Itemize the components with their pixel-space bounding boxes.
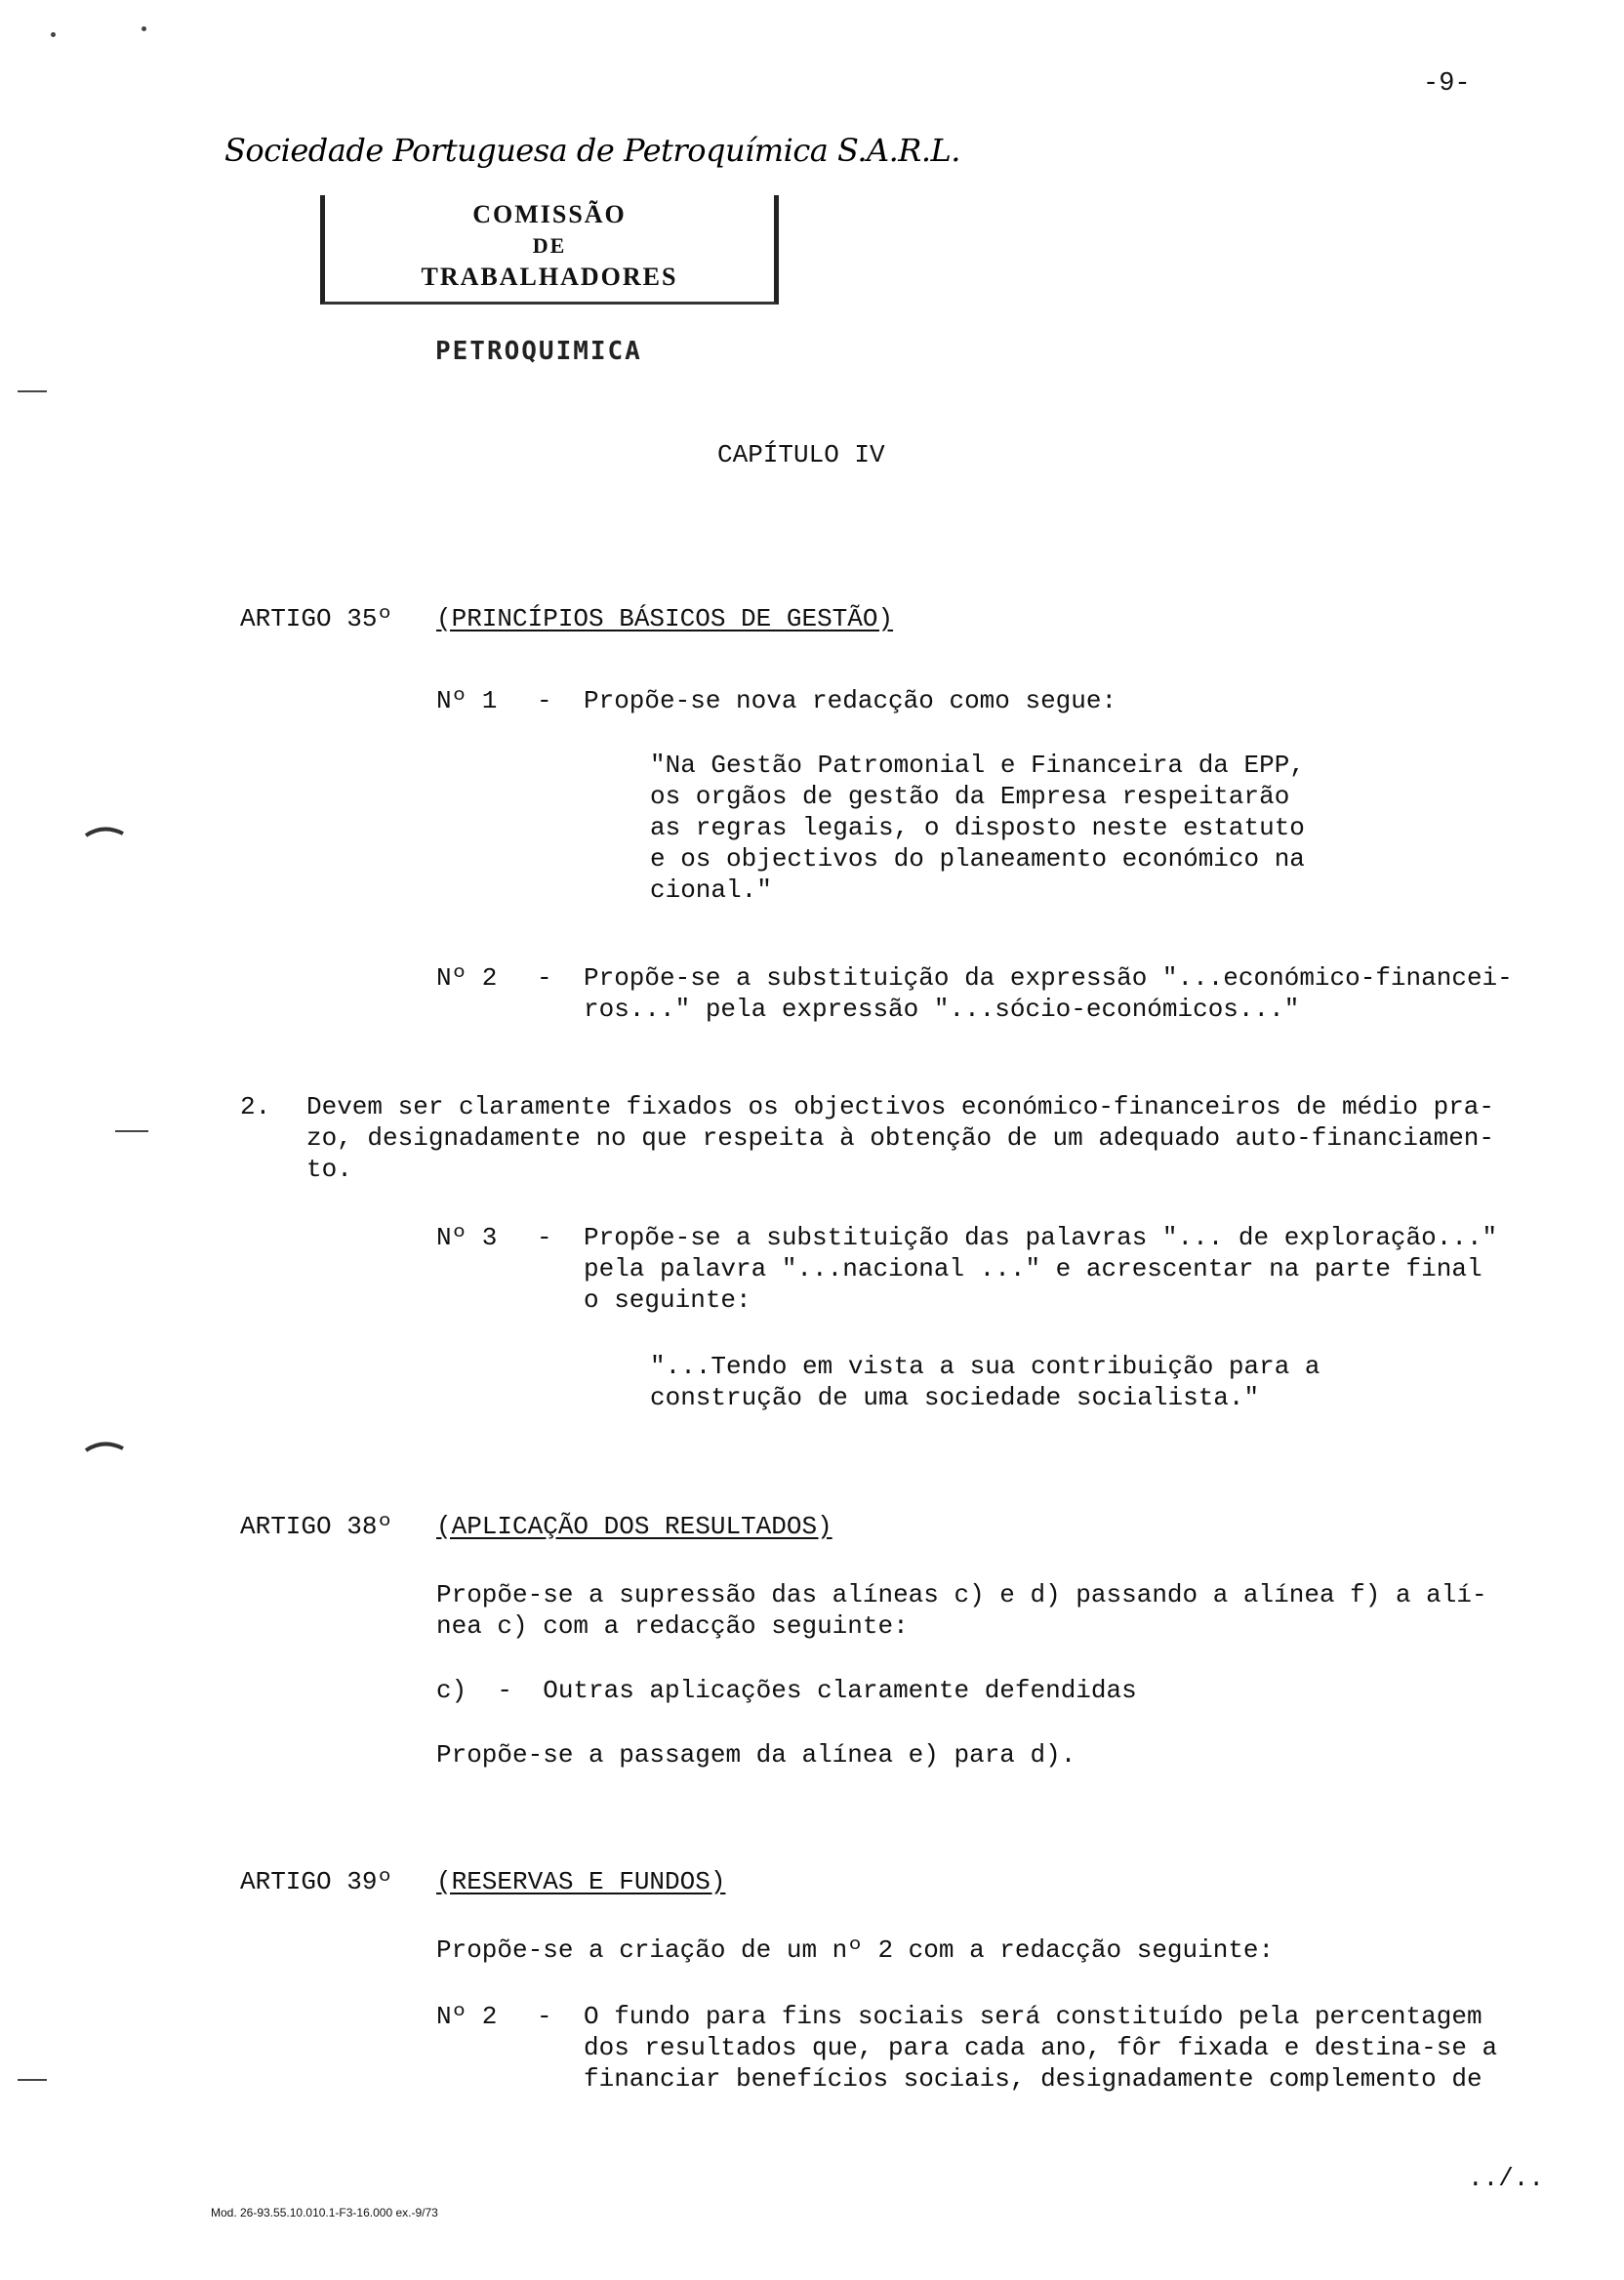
form-reference: Mod. 26-93.55.10.010.1-F3-16.000 ex.-9/73 xyxy=(211,2206,438,2219)
punch-hole-mark xyxy=(84,822,127,841)
art35-n2-dash: - xyxy=(537,963,552,993)
chapter-heading: CAPÍTULO IV xyxy=(717,440,885,469)
n3-line-1: Propõe-se a substituição das palavras "... de exploração..." xyxy=(584,1223,1498,1252)
art39-n2-line-2: dos resultados que, para cada ano, fôr fixada e destina-se a xyxy=(584,2033,1498,2062)
continuation-marker: ../.. xyxy=(1468,2164,1545,2193)
art35-n1-label: Nº 1 xyxy=(436,686,498,715)
article-39-title: (RESERVAS E FUNDOS) xyxy=(436,1867,726,1896)
art35-n2-label: Nº 2 xyxy=(436,963,498,993)
corner-dot xyxy=(51,32,56,37)
item-2-number: 2. xyxy=(240,1092,271,1121)
art38-line-2: nea c) com a redacção seguinte: xyxy=(436,1611,909,1641)
art35-n1-dash: - xyxy=(537,686,552,715)
n3-line-3: o seguinte: xyxy=(584,1285,751,1315)
n3-quote-line-2: construção de uma sociedade socialista." xyxy=(650,1383,1260,1412)
art35-quote-line-4: e os objectivos do planeamento económico na xyxy=(650,844,1305,874)
art35-n2-line-1: Propõe-se a substituição da expressão "...económico-financei- xyxy=(584,963,1513,993)
art35-quote-line-2: os orgãos de gestão da Empresa respeitarão xyxy=(650,782,1290,811)
art39-n2-dash: - xyxy=(537,2002,552,2031)
article-38-title: (APLICAÇÃO DOS RESULTADOS) xyxy=(436,1512,832,1541)
punch-hole-mark xyxy=(84,1437,127,1456)
margin-tick xyxy=(115,1130,148,1132)
art38-item-c: c) - Outras aplicações claramente defendidas xyxy=(436,1676,1137,1705)
letterhead: Sociedade Portuguesa de Petroquímica S.A.R.L. xyxy=(224,132,960,169)
art39-intro: Propõe-se a criação de um nº 2 com a redacção seguinte: xyxy=(436,1935,1275,1965)
art35-n2-line-2: ros..." pela expressão "...sócio-económicos..." xyxy=(584,995,1300,1024)
stamp-line-2: DE xyxy=(532,233,567,258)
n3-line-2: pela palavra "...nacional ..." e acrescentar na parte final xyxy=(584,1254,1482,1283)
stamp-line-3: TRABALHADORES xyxy=(421,263,678,291)
item-2-line-2: zo, designadamente no que respeita à obtenção de um adequado auto-financiamen- xyxy=(306,1123,1494,1153)
art38-line-1: Propõe-se a supressão das alíneas c) e d) passando a alínea f) a alí- xyxy=(436,1580,1487,1609)
committee-stamp xyxy=(320,195,779,305)
n3-dash: - xyxy=(537,1223,552,1252)
art39-n2-label: Nº 2 xyxy=(436,2002,498,2031)
article-35-title: (PRINCÍPIOS BÁSICOS DE GESTÃO) xyxy=(436,604,894,633)
article-38-label: ARTIGO 38º xyxy=(240,1512,393,1541)
margin-tick xyxy=(18,390,47,392)
article-39-label: ARTIGO 39º xyxy=(240,1867,393,1896)
art39-n2-line-3: financiar benefícios sociais, designadamente complemento de xyxy=(584,2064,1482,2094)
art39-n2-line-1: O fundo para fins sociais será constituído pela percentagem xyxy=(584,2002,1482,2031)
n3-label: Nº 3 xyxy=(436,1223,498,1252)
art35-quote-line-1: "Na Gestão Patromonial e Financeira da EPP, xyxy=(650,751,1305,780)
item-2-line-1: Devem ser claramente fixados os objectivos económico-financeiros de médio pra- xyxy=(306,1092,1494,1121)
art35-n1-text: Propõe-se nova redacção como segue: xyxy=(584,686,1117,715)
n3-quote-line-1: "...Tendo em vista a sua contribuição para a xyxy=(650,1352,1320,1381)
stamp-petroquimica: PETROQUIMICA xyxy=(435,337,642,366)
art38-last-line: Propõe-se a passagem da alínea e) para d). xyxy=(436,1740,1076,1770)
corner-dot xyxy=(142,26,146,31)
margin-tick xyxy=(18,2079,47,2081)
article-35-label: ARTIGO 35º xyxy=(240,604,393,633)
page-number: -9- xyxy=(1423,69,1471,99)
item-2-line-3: to. xyxy=(306,1155,352,1184)
art35-quote-line-5: cional." xyxy=(650,875,772,905)
art35-quote-line-3: as regras legais, o disposto neste estatuto xyxy=(650,813,1305,842)
stamp-line-1: COMISSÃO xyxy=(472,200,627,228)
